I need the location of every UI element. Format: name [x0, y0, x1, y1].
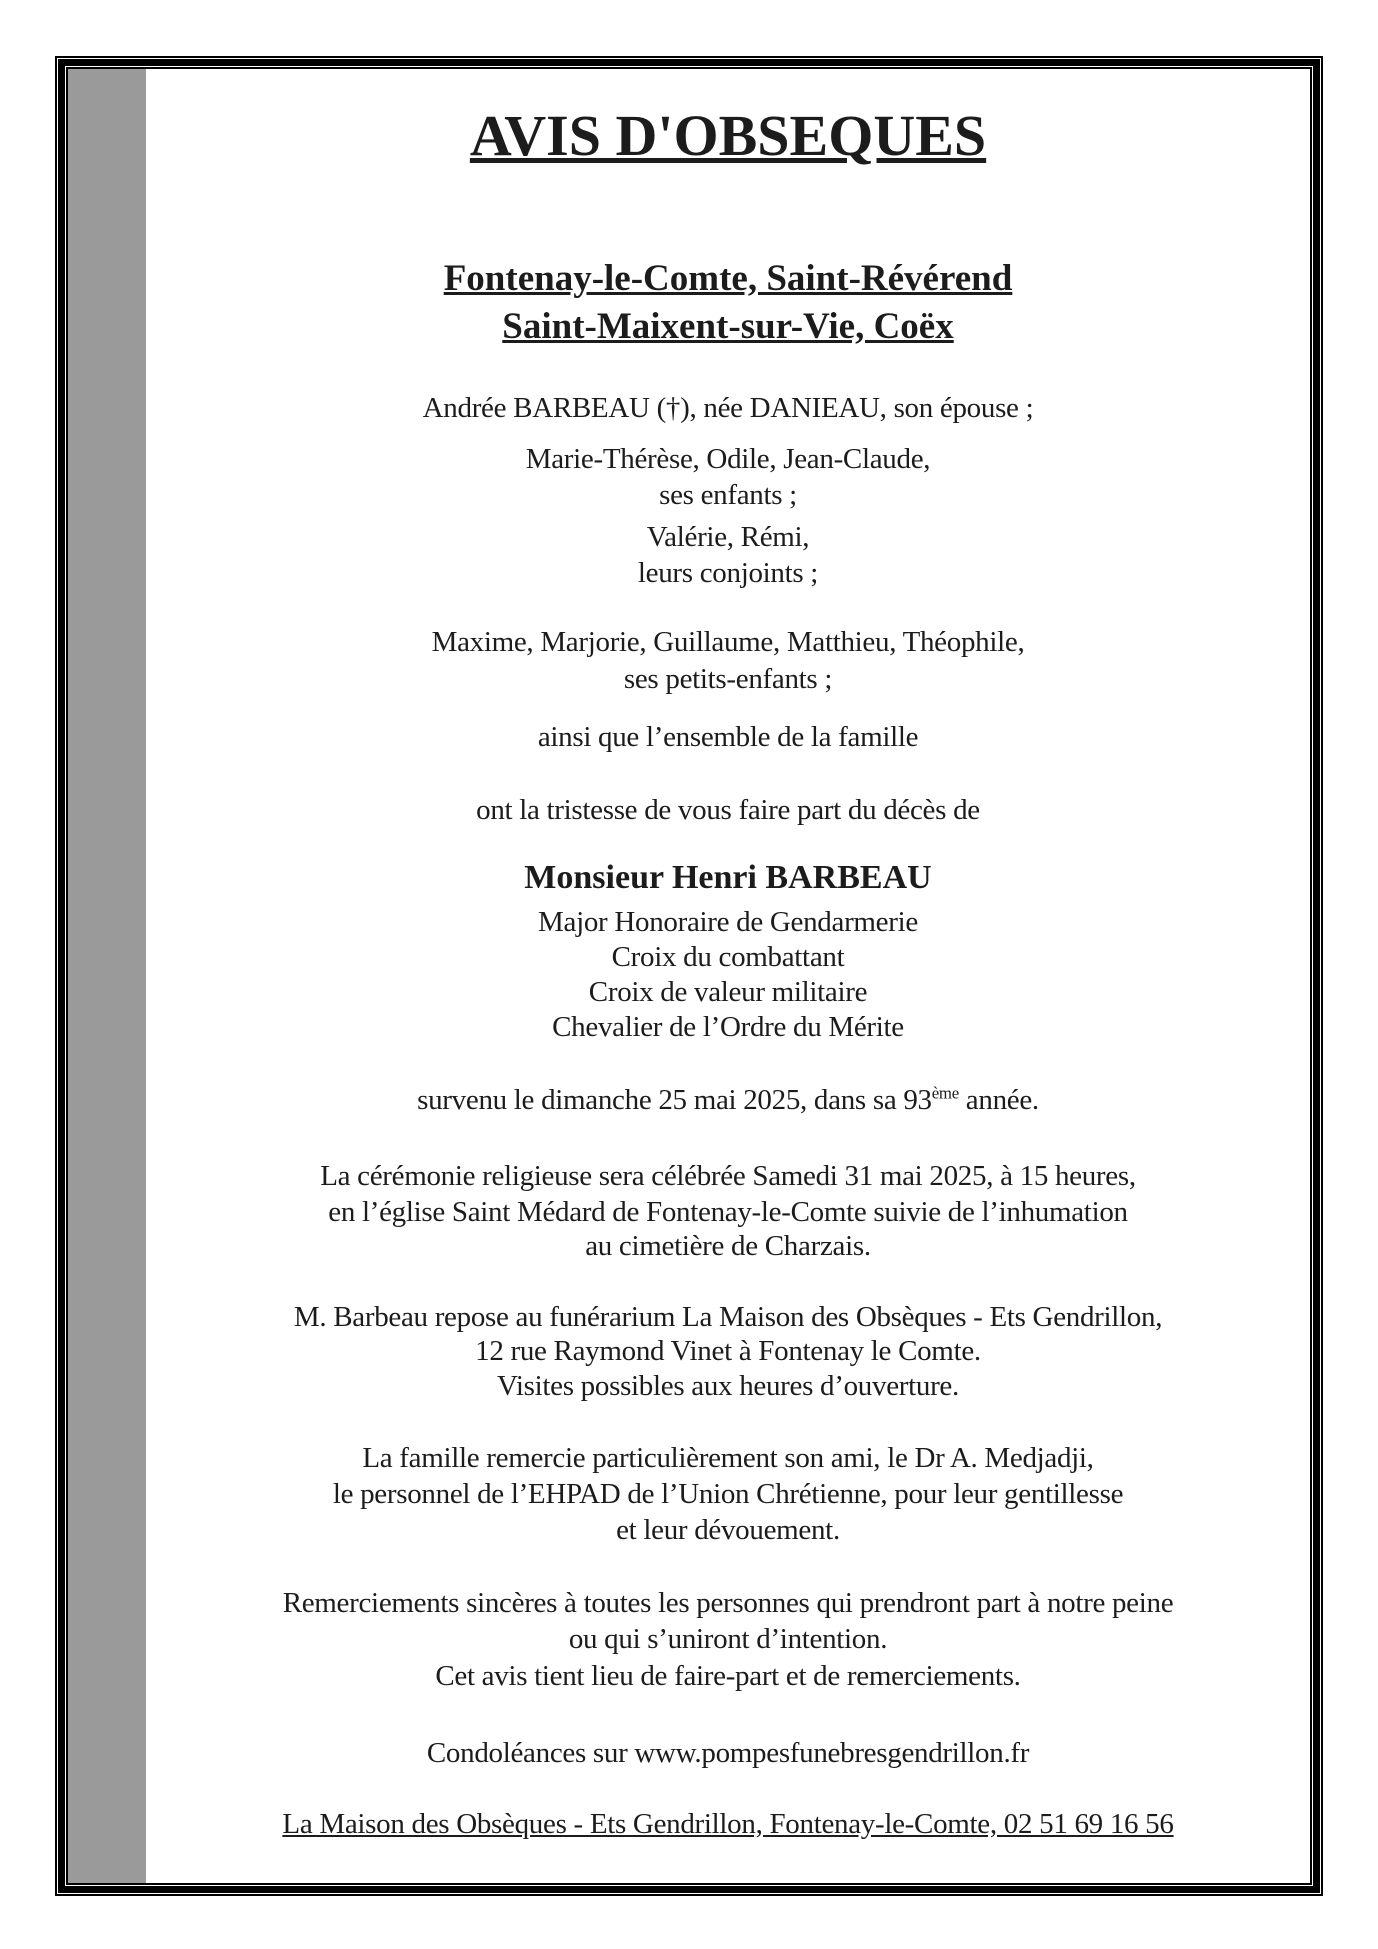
deceased-name: Monsieur Henri BARBEAU: [524, 859, 932, 896]
page-title: AVIS D'OBSEQUES: [469, 103, 987, 168]
footer-line: La Maison des Obsèques - Ets Gendrillon, Fontenay-le-Comte, 02 51 69 16 56: [282, 1808, 1174, 1840]
distinction-line-3: Croix de valeur militaire: [588, 976, 868, 1008]
grandchildren-line-1: Maxime, Marjorie, Guillaume, Matthieu, Théophile,: [431, 626, 1025, 658]
death-date-superscript: ème: [931, 1083, 959, 1103]
location-line-1: Fontenay-le-Comte, Saint-Révérend: [443, 258, 1013, 299]
location-line-2: Saint-Maixent-sur-Vie, Coëx: [502, 306, 954, 347]
funerarium-line-2: 12 rue Raymond Vinet à Fontenay le Comte.: [475, 1335, 981, 1367]
thanks-doctor-line-2: le personnel de l’EHPAD de l’Union Chrétienne, pour leur gentillesse: [332, 1478, 1124, 1510]
children-line-2: ses enfants ;: [659, 479, 797, 511]
page-border-thick-band: [58, 59, 1320, 1893]
death-date-line: [146, 1083, 1310, 1118]
ceremony-line-2: en l’église Saint Médard de Fontenay-le-Comte suivie de l’inhumation: [328, 1196, 1128, 1228]
ceremony-line-1: La cérémonie religieuse sera célébrée Samedi 31 mai 2025, à 15 heures,: [320, 1160, 1136, 1192]
children-line-1: Marie-Thérèse, Odile, Jean-Claude,: [525, 443, 931, 475]
thanks-doctor-line-3: et leur dévouement.: [616, 1514, 840, 1546]
thanks-doctor-line-1: La famille remercie particulièrement son ami, le Dr A. Medjadji,: [362, 1442, 1094, 1474]
thanks-all-line-3: Cet avis tient lieu de faire-part et de remerciements.: [435, 1660, 1021, 1692]
left-gray-bar: [68, 69, 146, 1883]
funerarium-line-1: M. Barbeau repose au funérarium La Maison des Obsèques - Ets Gendrillon,: [293, 1301, 1163, 1333]
distinction-line-2: Croix du combattant: [611, 941, 845, 973]
funerarium-line-3: Visites possibles aux heures d’ouverture.: [497, 1370, 959, 1402]
thanks-all-line-2: ou qui s’uniront d’intention.: [568, 1623, 888, 1655]
distinction-line-4: Chevalier de l’Ordre du Mérite: [552, 1011, 904, 1043]
page-border-frame: [55, 56, 1323, 1896]
thanks-all-line-1: Remerciements sincères à toutes les personnes qui prendront part à notre peine: [282, 1587, 1174, 1619]
ceremony-line-3: au cimetière de Charzais.: [585, 1230, 871, 1262]
spouse-line: Andrée BARBEAU (†), née DANIEAU, son épouse ;: [422, 392, 1034, 424]
grandchildren-line-2: ses petits-enfants ;: [623, 663, 833, 695]
announcement-line: ont la tristesse de vous faire part du décès de: [476, 794, 980, 826]
inlaws-line-2: leurs conjoints ;: [637, 557, 819, 589]
notice-content: [146, 69, 1310, 1883]
condolences-line: Condoléances sur www.pompesfunebresgendrillon.fr: [426, 1737, 1030, 1769]
death-date-pre: survenu le dimanche 25 mai 2025, dans sa 93: [417, 1084, 932, 1116]
death-date-post: année.: [958, 1084, 1039, 1116]
distinction-line-1: Major Honoraire de Gendarmerie: [538, 906, 918, 938]
inlaws-line-1: Valérie, Rémi,: [646, 521, 810, 553]
page-border-inner-line: [66, 67, 1312, 1885]
family-rest-line: ainsi que l’ensemble de la famille: [537, 721, 919, 753]
